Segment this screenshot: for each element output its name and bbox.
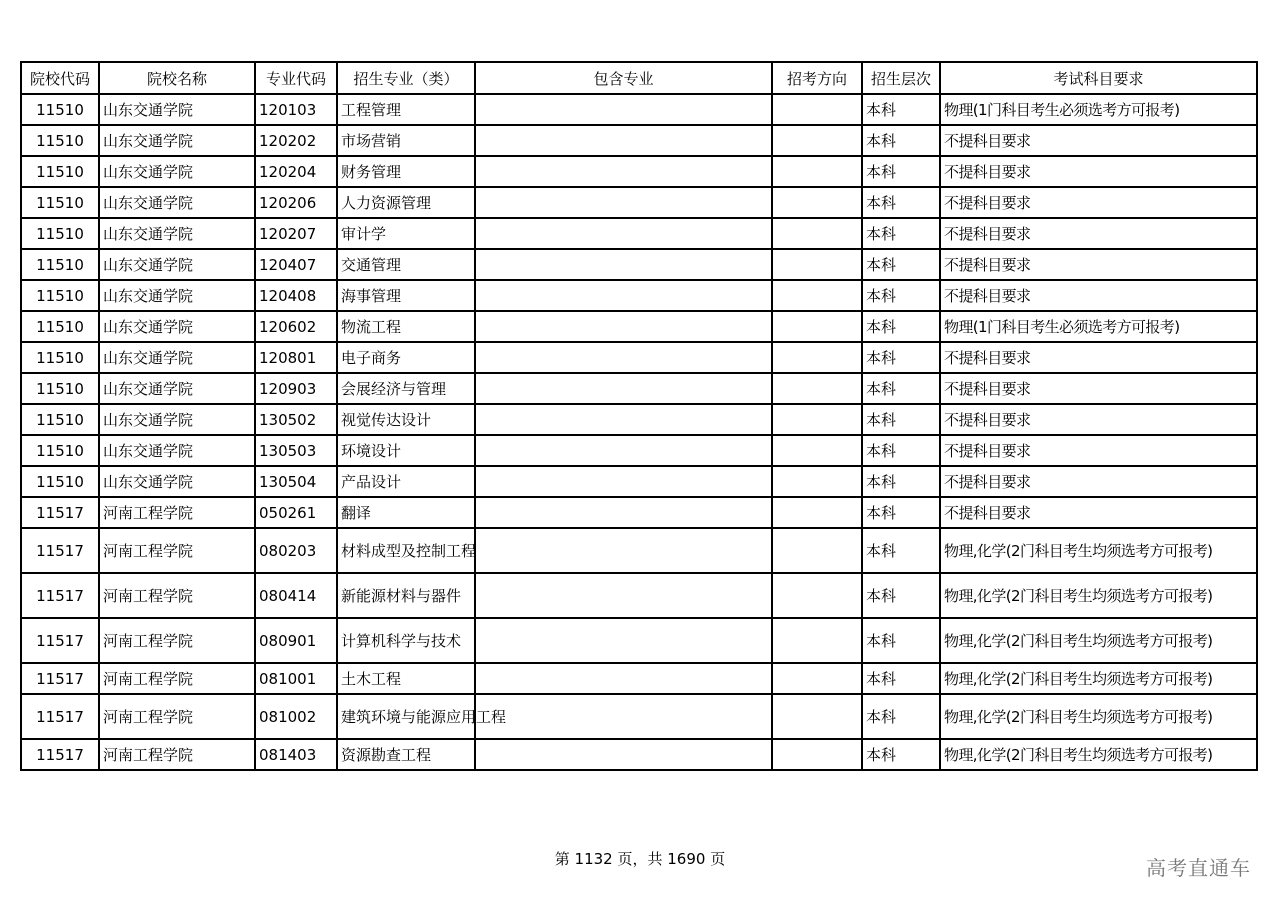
cell-included-majors xyxy=(475,311,772,342)
cell-school-code: 11510 xyxy=(21,373,99,404)
watermark: 高考直通车 xyxy=(1146,856,1251,880)
cell-major-code: 050261 xyxy=(255,497,337,528)
cell-major-code: 130504 xyxy=(255,466,337,497)
major-text: 人力资源管理 xyxy=(341,193,432,212)
cell-school-name: 山东交通学院 xyxy=(99,435,255,466)
cell-level: 本科 xyxy=(862,249,940,280)
major-text: 材料成型及控制工程 xyxy=(341,541,477,560)
cell-school-code: 11510 xyxy=(21,249,99,280)
cell-level: 本科 xyxy=(862,663,940,694)
cell-level: 本科 xyxy=(862,311,940,342)
cell-major xyxy=(337,466,475,497)
cell-major-code: 081001 xyxy=(255,663,337,694)
cell-major xyxy=(337,342,475,373)
cell-school-code: 11510 xyxy=(21,404,99,435)
cell-major-code: 080414 xyxy=(255,573,337,618)
cell-major-code: 120408 xyxy=(255,280,337,311)
cell-major xyxy=(337,311,475,342)
cell-major xyxy=(337,528,475,573)
major-text: 审计学 xyxy=(341,224,387,243)
major-text: 视觉传达设计 xyxy=(341,410,432,429)
cell-school-name: 山东交通学院 xyxy=(99,94,255,125)
cell-level: 本科 xyxy=(862,497,940,528)
cell-major xyxy=(337,218,475,249)
cell-direction xyxy=(772,435,862,466)
cell-major xyxy=(337,663,475,694)
table-row xyxy=(21,404,1257,435)
cell-subject-requirements: 物理,化学(2门科目考生均须选考方可报考) xyxy=(940,739,1257,770)
cell-major-code: 130502 xyxy=(255,404,337,435)
cell-direction xyxy=(772,249,862,280)
header-level: 招生层次 xyxy=(862,62,940,94)
cell-school-code: 11510 xyxy=(21,94,99,125)
cell-level: 本科 xyxy=(862,618,940,663)
cell-major-code: 120903 xyxy=(255,373,337,404)
cell-school-code: 11517 xyxy=(21,497,99,528)
table-row xyxy=(21,497,1257,528)
table-row xyxy=(21,280,1257,311)
cell-major xyxy=(337,125,475,156)
cell-included-majors xyxy=(475,218,772,249)
major-text: 工程管理 xyxy=(341,100,402,119)
cell-school-code: 11517 xyxy=(21,694,99,739)
cell-major-code: 120407 xyxy=(255,249,337,280)
cell-included-majors xyxy=(475,156,772,187)
major-text: 新能源材料与器件 xyxy=(341,586,462,605)
cell-major xyxy=(337,94,475,125)
cell-subject-requirements: 不提科目要求 xyxy=(940,373,1257,404)
cell-major xyxy=(337,573,475,618)
page-number-footer: 第 1132 页，共 1690 页 xyxy=(554,850,726,868)
cell-subject-requirements: 不提科目要求 xyxy=(940,156,1257,187)
cell-direction xyxy=(772,739,862,770)
table-row xyxy=(21,528,1257,573)
cell-included-majors xyxy=(475,694,772,739)
header-major-code: 专业代码 xyxy=(255,62,337,94)
cell-subject-requirements: 物理(1门科目考生必须选考方可报考) xyxy=(940,311,1257,342)
cell-level: 本科 xyxy=(862,373,940,404)
cell-level: 本科 xyxy=(862,187,940,218)
header-subject-requirements: 考试科目要求 xyxy=(940,62,1257,94)
cell-school-name: 山东交通学院 xyxy=(99,373,255,404)
cell-school-name: 山东交通学院 xyxy=(99,249,255,280)
cell-school-name: 山东交通学院 xyxy=(99,218,255,249)
major-text: 产品设计 xyxy=(341,472,402,491)
cell-direction xyxy=(772,404,862,435)
cell-included-majors xyxy=(475,249,772,280)
table-row xyxy=(21,373,1257,404)
cell-major xyxy=(337,280,475,311)
cell-school-name: 山东交通学院 xyxy=(99,187,255,218)
cell-direction xyxy=(772,497,862,528)
cell-subject-requirements: 不提科目要求 xyxy=(940,280,1257,311)
major-text: 土木工程 xyxy=(341,669,402,688)
cell-level: 本科 xyxy=(862,528,940,573)
table-row xyxy=(21,618,1257,663)
cell-major xyxy=(337,187,475,218)
cell-school-code: 11510 xyxy=(21,156,99,187)
table-row xyxy=(21,249,1257,280)
header-major: 招生专业（类） xyxy=(337,62,475,94)
cell-major-code: 120103 xyxy=(255,94,337,125)
cell-included-majors xyxy=(475,435,772,466)
major-text: 计算机科学与技术 xyxy=(341,631,462,650)
cell-school-name: 河南工程学院 xyxy=(99,618,255,663)
table-row xyxy=(21,94,1257,125)
header-school-code: 院校代码 xyxy=(21,62,99,94)
cell-direction xyxy=(772,528,862,573)
cell-direction xyxy=(772,280,862,311)
cell-major xyxy=(337,694,507,739)
header-direction: 招考方向 xyxy=(772,62,862,94)
cell-school-code: 11510 xyxy=(21,311,99,342)
cell-school-name: 山东交通学院 xyxy=(99,125,255,156)
cell-school-name: 河南工程学院 xyxy=(99,497,255,528)
cell-school-code: 11510 xyxy=(21,218,99,249)
table-row xyxy=(21,739,1257,770)
cell-direction xyxy=(772,94,862,125)
cell-direction xyxy=(772,663,862,694)
table-row xyxy=(21,311,1257,342)
cell-subject-requirements: 不提科目要求 xyxy=(940,249,1257,280)
cell-school-name: 山东交通学院 xyxy=(99,342,255,373)
table-row xyxy=(21,466,1257,497)
cell-level: 本科 xyxy=(862,342,940,373)
cell-school-code: 11510 xyxy=(21,466,99,497)
cell-school-code: 11517 xyxy=(21,528,99,573)
major-text: 财务管理 xyxy=(341,162,402,181)
cell-school-code: 11510 xyxy=(21,342,99,373)
cell-included-majors xyxy=(475,528,772,573)
cell-major xyxy=(337,249,475,280)
cell-major-code: 080901 xyxy=(255,618,337,663)
cell-major-code: 120207 xyxy=(255,218,337,249)
cell-school-name: 河南工程学院 xyxy=(99,663,255,694)
cell-school-name: 河南工程学院 xyxy=(99,528,255,573)
table-row xyxy=(21,125,1257,156)
major-text: 建筑环境与能源应用工程 xyxy=(341,707,507,726)
cell-subject-requirements: 物理,化学(2门科目考生均须选考方可报考) xyxy=(940,573,1257,618)
table-row xyxy=(21,435,1257,466)
cell-school-name: 河南工程学院 xyxy=(99,573,255,618)
cell-included-majors xyxy=(475,618,772,663)
cell-school-name: 河南工程学院 xyxy=(99,694,255,739)
cell-school-code: 11517 xyxy=(21,739,99,770)
table-header xyxy=(21,62,1257,94)
cell-major-code: 120206 xyxy=(255,187,337,218)
major-text: 翻译 xyxy=(341,503,372,522)
cell-direction xyxy=(772,342,862,373)
cell-included-majors xyxy=(475,280,772,311)
cell-major-code: 081002 xyxy=(255,694,337,739)
cell-direction xyxy=(772,466,862,497)
cell-direction xyxy=(772,618,862,663)
cell-subject-requirements: 不提科目要求 xyxy=(940,435,1257,466)
cell-major xyxy=(337,373,475,404)
cell-level: 本科 xyxy=(862,125,940,156)
cell-included-majors xyxy=(475,125,772,156)
cell-subject-requirements: 不提科目要求 xyxy=(940,187,1257,218)
cell-included-majors xyxy=(475,404,772,435)
cell-included-majors xyxy=(475,466,772,497)
cell-school-code: 11510 xyxy=(21,125,99,156)
cell-included-majors xyxy=(475,342,772,373)
cell-major xyxy=(337,404,475,435)
cell-school-code: 11517 xyxy=(21,618,99,663)
cell-school-name: 山东交通学院 xyxy=(99,280,255,311)
cell-subject-requirements: 不提科目要求 xyxy=(940,466,1257,497)
cell-direction xyxy=(772,694,862,739)
cell-major xyxy=(337,497,475,528)
table-row xyxy=(21,156,1257,187)
cell-level: 本科 xyxy=(862,280,940,311)
cell-included-majors xyxy=(475,739,772,770)
cell-direction xyxy=(772,373,862,404)
cell-level: 本科 xyxy=(862,218,940,249)
cell-direction xyxy=(772,311,862,342)
cell-major-code: 081403 xyxy=(255,739,337,770)
cell-school-name: 山东交通学院 xyxy=(99,311,255,342)
cell-direction xyxy=(772,156,862,187)
cell-direction xyxy=(772,187,862,218)
major-text: 电子商务 xyxy=(341,348,402,367)
cell-subject-requirements: 不提科目要求 xyxy=(940,404,1257,435)
cell-major-code: 120602 xyxy=(255,311,337,342)
table-row xyxy=(21,694,1257,739)
cell-school-code: 11510 xyxy=(21,435,99,466)
table-row xyxy=(21,342,1257,373)
cell-major-code: 120204 xyxy=(255,156,337,187)
cell-subject-requirements: 物理(1门科目考生必须选考方可报考) xyxy=(940,94,1257,125)
cell-subject-requirements: 不提科目要求 xyxy=(940,218,1257,249)
major-text: 市场营销 xyxy=(341,131,402,150)
cell-level: 本科 xyxy=(862,435,940,466)
cell-subject-requirements: 不提科目要求 xyxy=(940,342,1257,373)
table-row xyxy=(21,218,1257,249)
table-row xyxy=(21,573,1257,618)
table-row xyxy=(21,663,1257,694)
cell-subject-requirements: 物理,化学(2门科目考生均须选考方可报考) xyxy=(940,663,1257,694)
major-text: 海事管理 xyxy=(341,286,402,305)
cell-school-code: 11517 xyxy=(21,573,99,618)
cell-school-code: 11517 xyxy=(21,663,99,694)
cell-major-code: 120202 xyxy=(255,125,337,156)
major-text: 会展经济与管理 xyxy=(341,379,447,398)
cell-included-majors xyxy=(475,497,772,528)
cell-school-code: 11510 xyxy=(21,187,99,218)
cell-level: 本科 xyxy=(862,156,940,187)
cell-subject-requirements: 物理,化学(2门科目考生均须选考方可报考) xyxy=(940,528,1257,573)
cell-subject-requirements: 不提科目要求 xyxy=(940,497,1257,528)
cell-school-name: 山东交通学院 xyxy=(99,156,255,187)
cell-school-code: 11510 xyxy=(21,280,99,311)
cell-major xyxy=(337,156,475,187)
header-school-name: 院校名称 xyxy=(99,62,255,94)
header-included-majors: 包含专业 xyxy=(475,62,772,94)
table-body xyxy=(21,94,1257,770)
cell-direction xyxy=(772,218,862,249)
major-text: 资源勘查工程 xyxy=(341,745,432,764)
cell-subject-requirements: 物理,化学(2门科目考生均须选考方可报考) xyxy=(940,694,1257,739)
cell-direction xyxy=(772,573,862,618)
cell-level: 本科 xyxy=(862,694,940,739)
cell-school-name: 河南工程学院 xyxy=(99,739,255,770)
cell-level: 本科 xyxy=(862,466,940,497)
cell-major xyxy=(337,739,475,770)
cell-included-majors xyxy=(475,373,772,404)
cell-included-majors xyxy=(475,187,772,218)
cell-level: 本科 xyxy=(862,573,940,618)
admission-table xyxy=(20,61,1258,771)
cell-included-majors xyxy=(475,573,772,618)
cell-major-code: 080203 xyxy=(255,528,337,573)
header-row xyxy=(21,62,1257,94)
cell-level: 本科 xyxy=(862,404,940,435)
cell-included-majors xyxy=(475,663,772,694)
major-text: 环境设计 xyxy=(341,441,402,460)
cell-direction xyxy=(772,125,862,156)
cell-major xyxy=(337,618,475,663)
cell-level: 本科 xyxy=(862,739,940,770)
cell-major-code: 130503 xyxy=(255,435,337,466)
cell-school-name: 山东交通学院 xyxy=(99,404,255,435)
major-text: 物流工程 xyxy=(341,317,402,336)
cell-subject-requirements: 不提科目要求 xyxy=(940,125,1257,156)
cell-major-code: 120801 xyxy=(255,342,337,373)
cell-subject-requirements: 物理,化学(2门科目考生均须选考方可报考) xyxy=(940,618,1257,663)
cell-school-name: 山东交通学院 xyxy=(99,466,255,497)
cell-major xyxy=(337,435,475,466)
major-text: 交通管理 xyxy=(341,255,402,274)
cell-included-majors xyxy=(475,94,772,125)
table-row xyxy=(21,187,1257,218)
cell-level: 本科 xyxy=(862,94,940,125)
